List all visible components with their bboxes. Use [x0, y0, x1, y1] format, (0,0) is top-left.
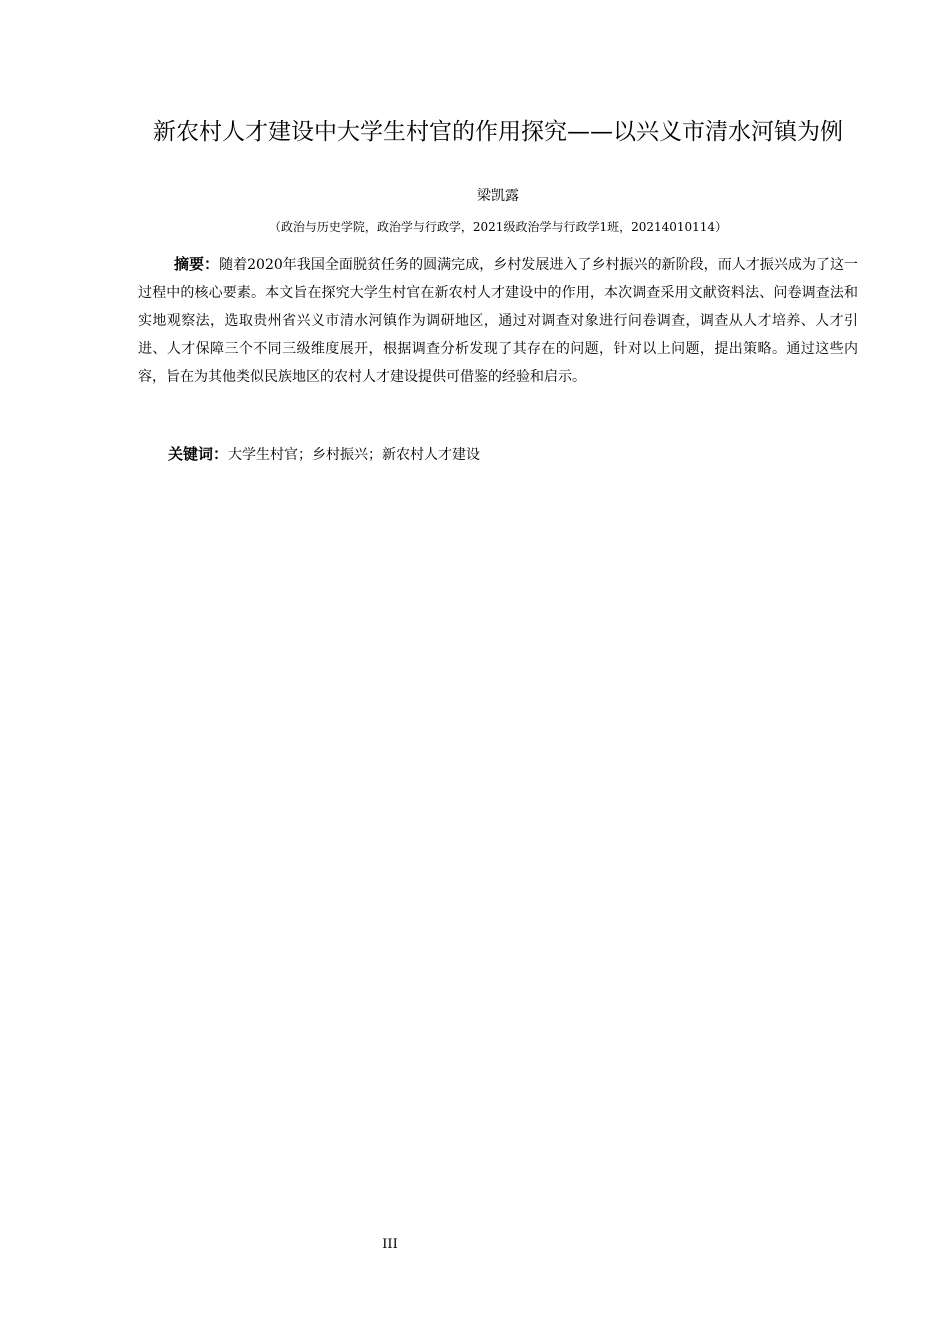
- abstract-label: 摘要：: [174, 255, 220, 273]
- author-name: 梁凯露: [477, 188, 519, 204]
- keywords-paragraph: [138, 440, 858, 469]
- abstract-text: 随着2020年我国全面脱贫任务的圆满完成，乡村发展进入了乡村振兴的新阶段，而人才振兴成为了这一过程中的核心要素。本文旨在探究大学生村官在新农村人才建设中的作用，本次调查采用文献资料法、问卷调查法和实地观察法，选取贵州省兴义市清水河镇作为调研地区，通过对调查对象进行问卷调查，调查从人才培养、人才引进、人才保障三个不同三级维度展开，根据调查分析发现了其存在的问题，针对以上问题，提出策略。通过这些内容，旨在为其他类似民族地区的农村人才建设提供可借鉴的经验和启示。: [138, 257, 858, 385]
- keywords-label: 关键词：: [168, 445, 229, 463]
- author-affiliation: （政治与历史学院，政治学与行政学，2021级政治学与行政学1班，20214010114）: [268, 220, 728, 234]
- page-number: III: [382, 1237, 398, 1252]
- keywords-text: 大学生村官；乡村振兴；新农村人才建设: [228, 447, 481, 463]
- abstract-paragraph: [138, 250, 858, 391]
- paper-title: 新农村人才建设中大学生村官的作用探究——以兴义市清水河镇为例: [153, 119, 843, 145]
